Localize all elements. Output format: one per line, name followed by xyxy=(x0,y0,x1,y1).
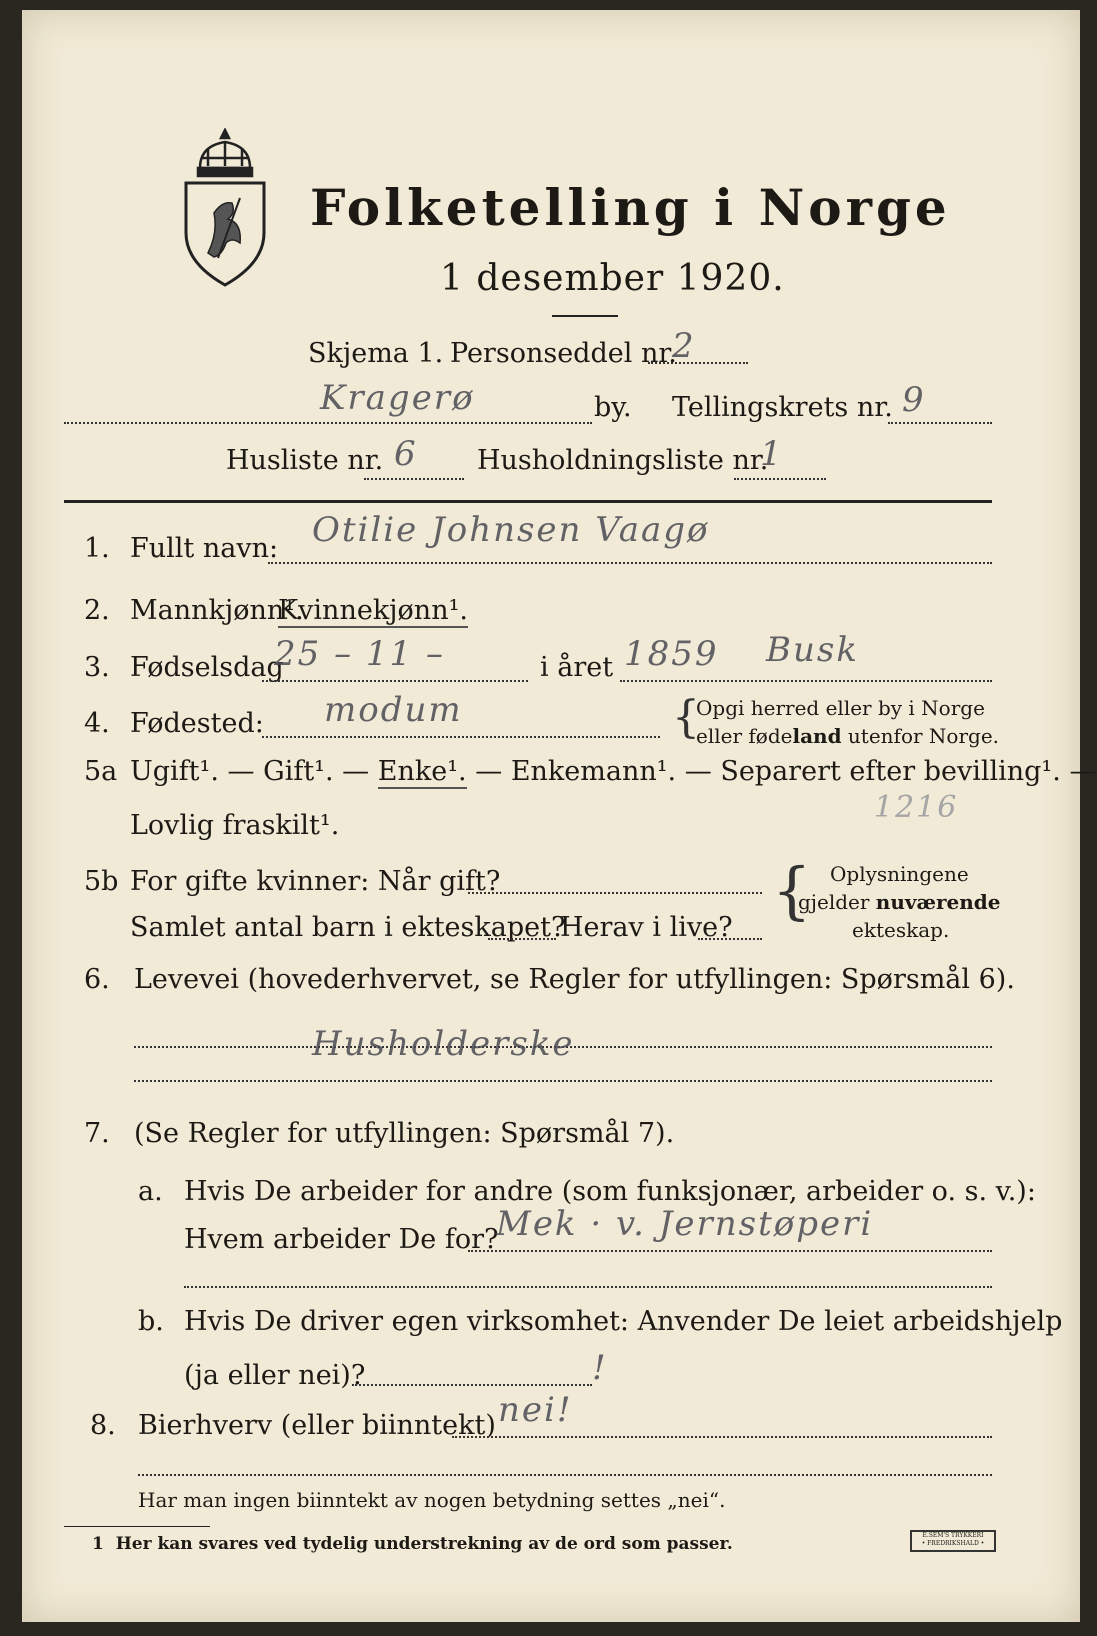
q3-number: 3. xyxy=(84,652,110,683)
tellingskrets-label: Tellingskrets nr. xyxy=(672,392,893,423)
q1-label: Fullt navn: xyxy=(130,533,279,564)
husholdning-field[interactable] xyxy=(734,478,826,480)
full-name-field[interactable] xyxy=(268,562,992,564)
status-lovlig-fraskilt: Lovlig fraskilt¹. xyxy=(130,810,340,841)
husliste-label: Husliste nr. xyxy=(226,445,384,476)
hired-help-label: (ja eller nei)? xyxy=(184,1360,366,1391)
gender-male: Mannkjønn¹. xyxy=(130,595,304,626)
footnote: 1 Her kan svares ved tydelig understrekning av de ord som passer. xyxy=(92,1534,733,1554)
census-date: 1 desember 1920. xyxy=(440,258,785,299)
tellingskrets-field[interactable] xyxy=(888,422,992,424)
birth-extra-value: Busk xyxy=(766,630,859,670)
header-rule xyxy=(64,500,992,503)
birth-year-value: 1859 xyxy=(624,634,719,674)
side-income-field[interactable] xyxy=(452,1436,992,1438)
birthday-label: Fødselsdag xyxy=(130,652,284,683)
children-alive-label: Herav i live? xyxy=(560,912,733,943)
tellingskrets-value: 9 xyxy=(902,380,926,420)
birthplace-label: Fødested: xyxy=(130,708,264,739)
q5a-number: 5a xyxy=(84,756,118,787)
status-enkemann: Enkemann¹. xyxy=(510,756,677,787)
birthplace-value: modum xyxy=(324,690,463,730)
by-value: Kragerø xyxy=(320,378,475,418)
children-total-label: Samlet antal barn i ekteskapet? xyxy=(130,912,566,943)
q7-number: 7. xyxy=(84,1118,110,1149)
status-gift: Gift¹. xyxy=(263,756,334,787)
margin-note: 1216 xyxy=(874,790,959,825)
marital-status-row: Ugift¹. — Gift¹. — Enke¹. — Enkemann¹. — Separert efter bevilling¹. — xyxy=(130,756,1097,787)
side-income-value: nei! xyxy=(498,1390,573,1430)
q2-number: 2. xyxy=(84,595,110,626)
marriage-note-3: ekteskap. xyxy=(852,918,950,942)
children-alive-field[interactable] xyxy=(698,938,762,940)
birthplace-note-line2: eller fødeland utenfor Norge. xyxy=(696,724,1000,748)
birthplace-note-brace: { xyxy=(672,692,700,743)
when-married-label: For gifte kvinner: Når gift? xyxy=(130,866,501,897)
hired-help-value: ! xyxy=(592,1348,608,1388)
by-field[interactable] xyxy=(64,422,592,424)
status-separert: Separert efter bevilling¹. xyxy=(720,756,1061,787)
husholdning-label: Husholdningsliste nr. xyxy=(477,445,769,476)
birthplace-field[interactable] xyxy=(262,736,660,738)
q7b-letter: b. xyxy=(138,1306,164,1337)
census-form xyxy=(22,10,1097,1622)
birth-year-label: i året xyxy=(540,652,614,683)
husholdning-value: 1 xyxy=(760,434,784,474)
husliste-value: 6 xyxy=(394,434,418,474)
hired-help-field[interactable] xyxy=(352,1384,592,1386)
marriage-note-brace: { xyxy=(772,854,812,927)
q1-number: 1. xyxy=(84,533,110,564)
personseddel-field[interactable] xyxy=(648,362,748,364)
nei-instruction: Har man ingen biinntekt av nogen betydning settes „nei“. xyxy=(138,1488,726,1512)
full-name-value: Otilie Johnsen Vaagø xyxy=(312,510,710,550)
occupation-field-2[interactable] xyxy=(134,1080,992,1082)
husliste-field[interactable] xyxy=(364,478,464,480)
q7a-letter: a. xyxy=(138,1176,163,1207)
employer-value: Mek · v. Jernstøperi xyxy=(496,1204,874,1244)
when-married-field[interactable] xyxy=(468,892,762,894)
q7-label: (Se Regler for utfyllingen: Spørsmål 7). xyxy=(134,1118,675,1149)
marriage-note-1: Oplysningene xyxy=(830,862,969,886)
personseddel-label: Personseddel nr. xyxy=(450,338,677,369)
q8-number: 8. xyxy=(90,1410,116,1441)
employer-field-2[interactable] xyxy=(184,1286,992,1288)
birthplace-note-line1: Opgi herred eller by i Norge xyxy=(696,696,985,720)
coat-of-arms-icon xyxy=(180,128,270,288)
personseddel-value: 2 xyxy=(672,326,696,366)
children-total-field[interactable] xyxy=(488,938,556,940)
by-label: by. xyxy=(594,392,632,423)
gender-female-underlined: Kvinnekjønn¹. xyxy=(278,595,468,626)
birthday-value: 25 – 11 – xyxy=(274,634,445,674)
q7a-text: Hvis De arbeider for andre (som funksjonær, arbeider o. s. v.): xyxy=(184,1176,1036,1207)
occupation-label: Levevei (hovederhvervet, se Regler for utfyllingen: Spørsmål 6). xyxy=(134,964,1015,995)
q6-number: 6. xyxy=(84,964,110,995)
employer-field[interactable] xyxy=(468,1250,992,1252)
birthday-field[interactable] xyxy=(262,680,528,682)
q5b-number: 5b xyxy=(84,866,119,897)
footnote-rule xyxy=(64,1526,210,1527)
title-divider xyxy=(552,315,618,317)
side-income-label: Bierhverv (eller biinntekt) xyxy=(138,1410,496,1441)
q4-number: 4. xyxy=(84,708,110,739)
employer-label: Hvem arbeider De for? xyxy=(184,1224,499,1255)
marriage-note-2: gjelder nuværende xyxy=(798,890,1001,914)
side-income-field-2[interactable] xyxy=(138,1474,992,1476)
form-title: Folketelling i Norge xyxy=(310,178,951,237)
skjema-label: Skjema 1. xyxy=(308,338,444,369)
q7b-text: Hvis De driver egen virksomhet: Anvender De leiet arbeidshjelp xyxy=(184,1306,1063,1337)
status-ugift: Ugift¹. xyxy=(130,756,219,787)
birth-year-field[interactable] xyxy=(620,680,992,682)
printer-stamp: E.SEM'S TRYKKERI • FREDRIKSHALD • xyxy=(910,1530,996,1552)
occupation-value: Husholderske xyxy=(312,1024,575,1064)
status-enke-underlined: Enke¹. xyxy=(377,756,467,787)
